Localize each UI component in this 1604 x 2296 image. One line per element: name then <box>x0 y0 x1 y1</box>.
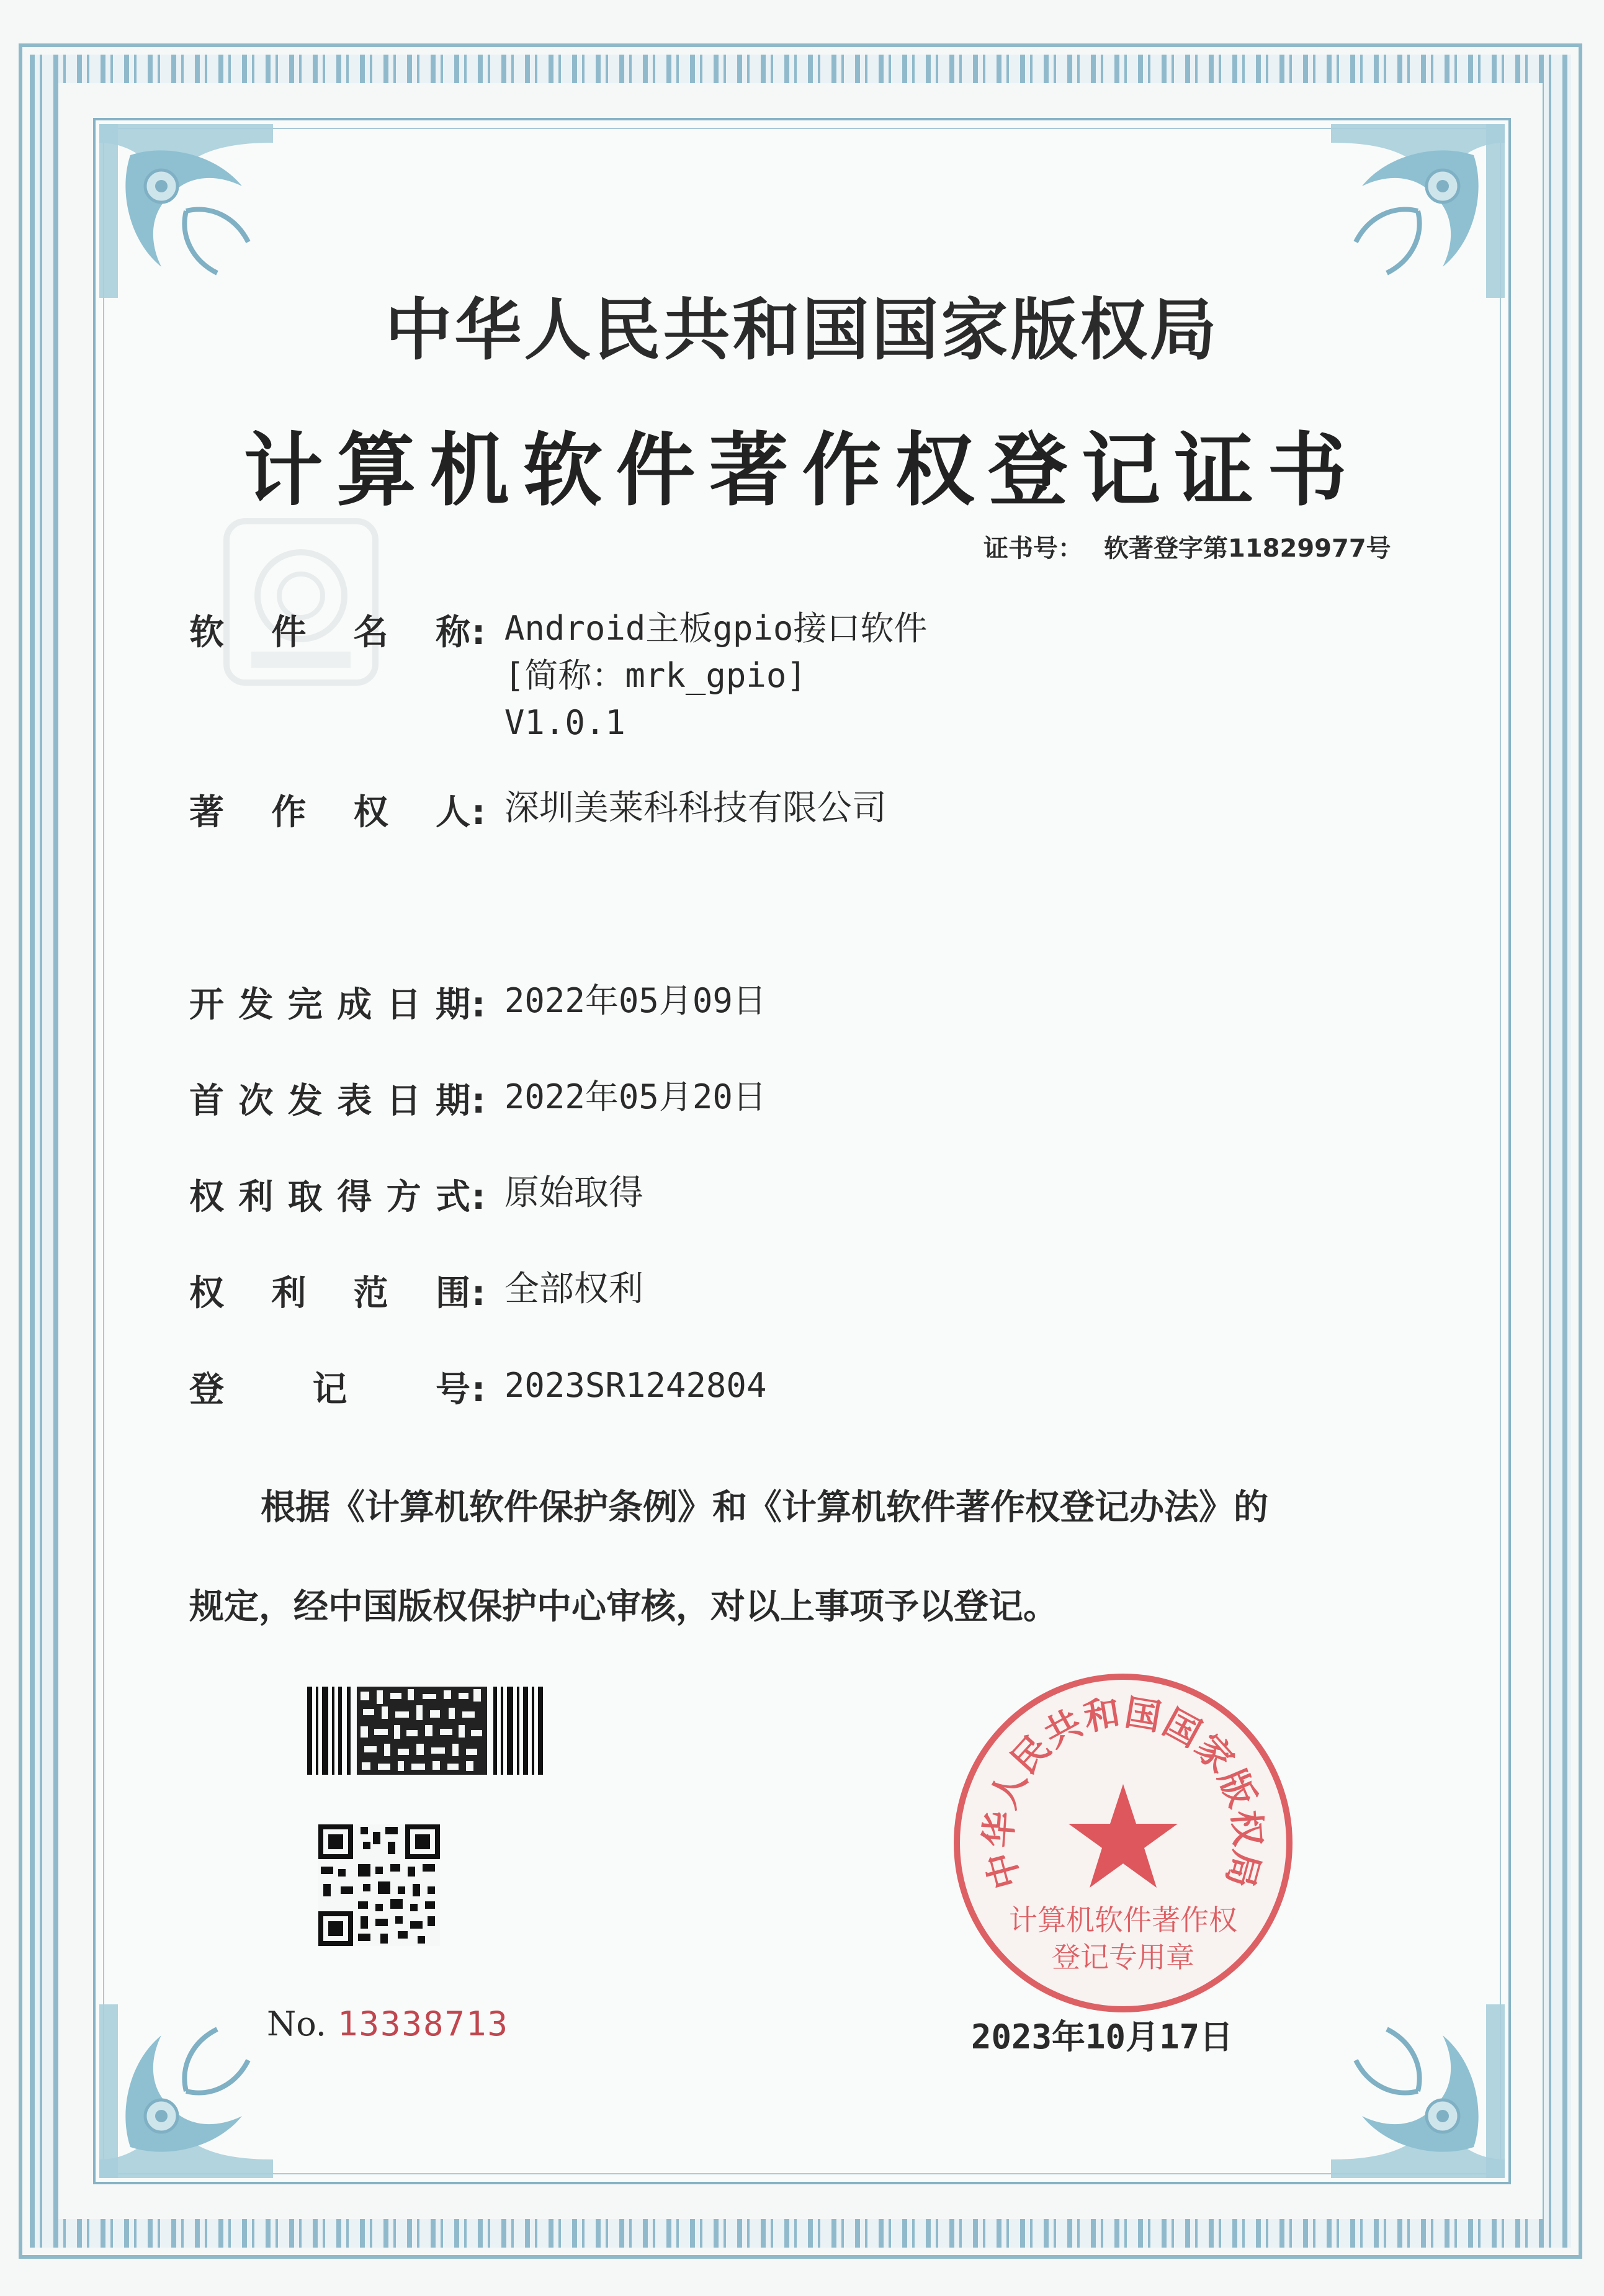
field-value: 原始取得 <box>504 1173 643 1213</box>
field-value <box>504 605 928 747</box>
field-owner: 著作权人: 深圳美莱科科技有限公司 <box>189 785 887 835</box>
field-value: 全部权利 <box>504 1269 643 1309</box>
seal-arc-text: 中华人民共和国国家版权局 <box>977 1691 1270 1894</box>
field-dev-complete-date: 开发完成日期: 2022年05月09日 <box>189 977 766 1027</box>
field-acquisition-method: 权利取得方式: 原始取得 <box>189 1170 643 1219</box>
field-value: 2022年05月20日 <box>504 1077 766 1116</box>
field-label: 开发完成日期 <box>189 985 472 1025</box>
field-rights-scope: 权利范围: 全部权利 <box>189 1266 643 1316</box>
field-label: 权利取得方式 <box>189 1177 472 1218</box>
field-label: 著作权人 <box>189 792 472 833</box>
statement-line-1: 根据《计算机软件保护条例》和《计算机软件著作权登记办法》的 <box>261 1487 1268 1528</box>
field-label: 首次发表日期 <box>189 1081 472 1121</box>
field-value: 深圳美莱科科技有限公司 <box>504 788 887 828</box>
barcode-icon <box>307 1687 543 1775</box>
official-seal <box>949 1669 1297 2017</box>
issuer-title: 中华人民共和国国家版权局 <box>385 292 1219 369</box>
field-label: 登记号 <box>189 1370 472 1410</box>
certificate-number <box>983 529 1391 564</box>
qr-code-icon <box>318 1824 440 1946</box>
software-name-line: Android主板gpio接口软件 <box>504 609 928 648</box>
seal-line-2: 登记专用章 <box>1052 1940 1194 1974</box>
certificate-number-label: 证书号： <box>983 534 1083 563</box>
field-value: 2023SR1242804 <box>504 1366 767 1405</box>
certificate-number-value: 软著登字第11829977号 <box>1104 534 1391 563</box>
serial-prefix: No. <box>267 2004 326 2043</box>
field-registration-no: 登记号: 2023SR1242804 <box>189 1362 766 1412</box>
serial-number <box>267 2004 509 2043</box>
corner-ornament-icon <box>93 1998 279 2184</box>
field-value: 2022年05月09日 <box>504 981 766 1020</box>
field-software-name: 软件名称: Android主板gpio接口软件 [简称：mrk_gpio] V1.0.1 <box>189 605 927 747</box>
software-abbrev-line: [简称：mrk_gpio] <box>504 656 807 695</box>
field-label: 权利范围 <box>189 1273 472 1314</box>
field-first-publish-date: 首次发表日期: 2022年05月20日 <box>189 1074 766 1123</box>
field-label: 软件名称 <box>189 612 472 653</box>
statement-line-2: 规定，经中国版权保护中心审核，对以上事项予以登记。 <box>189 1587 1058 1627</box>
software-version-line: V1.0.1 <box>504 703 625 742</box>
issue-date: 2023年10月17日 <box>971 2017 1234 2056</box>
corner-ornament-icon <box>1325 1998 1511 2184</box>
serial-value: 13338713 <box>337 2004 509 2043</box>
certificate-title: 计算机软件著作权登记证书 <box>243 424 1361 517</box>
seal-line-1: 计算机软件著作权 <box>1009 1903 1237 1937</box>
